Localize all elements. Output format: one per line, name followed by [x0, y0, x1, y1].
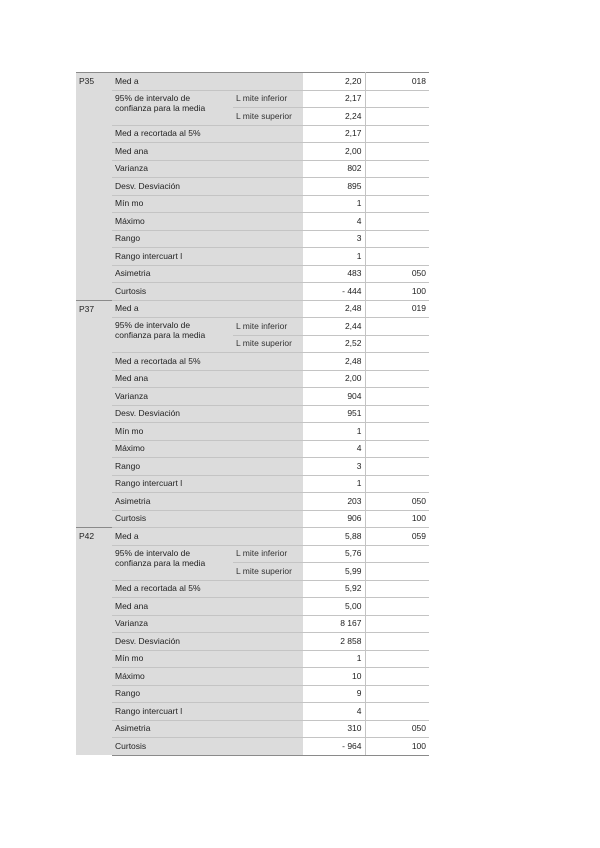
row-label-ci [112, 90, 233, 125]
std-error-value [365, 545, 429, 563]
stat-value: 310 [303, 720, 365, 738]
stat-value: 5,76 [303, 545, 365, 563]
stat-value: 2,44 [303, 318, 365, 336]
table-row [76, 248, 429, 266]
std-error-value: 100 [365, 283, 429, 301]
row-label-kurt: Curtosis [112, 510, 303, 528]
table-row [76, 633, 429, 651]
table-row [76, 300, 429, 318]
std-error-value [365, 213, 429, 231]
table-row [76, 213, 429, 231]
stat-value: 5,00 [303, 598, 365, 616]
std-error-value [365, 230, 429, 248]
table-row [76, 160, 429, 178]
stat-value: 2,52 [303, 335, 365, 353]
std-error-value [365, 90, 429, 108]
std-error-value [365, 318, 429, 336]
std-error-value: 059 [365, 528, 429, 546]
stat-value: 483 [303, 265, 365, 283]
std-error-value: 050 [365, 265, 429, 283]
std-error-value: 100 [365, 738, 429, 756]
row-label-min: Mín mo [112, 650, 303, 668]
stat-value: 904 [303, 388, 365, 406]
stat-value: 1 [303, 195, 365, 213]
variable-label: P37 [76, 300, 112, 528]
row-label-ci [112, 545, 233, 580]
row-label-max: Máximo [112, 440, 303, 458]
row-label-trimmed: Med a recortada al 5% [112, 125, 303, 143]
table-row [76, 265, 429, 283]
std-error-value [365, 458, 429, 476]
stat-value: 2,48 [303, 300, 365, 318]
stat-value: 8 167 [303, 615, 365, 633]
std-error-value: 100 [365, 510, 429, 528]
row-label-min: Mín mo [112, 195, 303, 213]
table-row [76, 598, 429, 616]
stat-value: 951 [303, 405, 365, 423]
table-row [76, 545, 429, 563]
row-label-trimmed: Med a recortada al 5% [112, 580, 303, 598]
ci-label-line1: 95% de intervalo de [115, 320, 191, 330]
stat-value: 895 [303, 178, 365, 196]
table-row [76, 668, 429, 686]
std-error-value [365, 580, 429, 598]
ci-label-line2: confianza para la media [115, 102, 206, 113]
row-label-kurt: Curtosis [112, 283, 303, 301]
row-label-media: Med a [112, 528, 303, 546]
stat-value: 906 [303, 510, 365, 528]
table-row [76, 405, 429, 423]
table-row [76, 90, 429, 108]
std-error-value [365, 668, 429, 686]
ci-label-line1: 95% de intervalo de [115, 547, 191, 558]
variable-label: P42 [76, 528, 112, 756]
stat-value: 203 [303, 493, 365, 511]
table-row [76, 703, 429, 721]
table-row [76, 143, 429, 161]
row-label-max: Máximo [112, 668, 303, 686]
table-row [76, 125, 429, 143]
std-error-value [365, 388, 429, 406]
row-label-max: Máximo [112, 213, 303, 231]
std-error-value [365, 685, 429, 703]
std-error-value: 050 [365, 493, 429, 511]
stat-value: 10 [303, 668, 365, 686]
table-row [76, 370, 429, 388]
variable-label: P35 [76, 73, 112, 301]
std-error-value [365, 108, 429, 126]
row-label-variance: Varianza [112, 615, 303, 633]
row-label-kurt: Curtosis [112, 738, 303, 756]
stat-value: 1 [303, 423, 365, 441]
stat-value: 4 [303, 703, 365, 721]
row-sublabel-lower: L mite inferior [233, 90, 303, 108]
row-sublabel-upper: L mite superior [233, 563, 303, 581]
stat-value: 3 [303, 458, 365, 476]
std-error-value [365, 178, 429, 196]
row-sublabel-lower: L mite inferior [233, 318, 303, 336]
table-row [76, 230, 429, 248]
stat-value: - 964 [303, 738, 365, 756]
row-label-variance: Varianza [112, 388, 303, 406]
stat-value: 5,99 [303, 563, 365, 581]
row-label-min: Mín mo [112, 423, 303, 441]
row-label-variance: Varianza [112, 160, 303, 178]
stat-value: 3 [303, 230, 365, 248]
descriptives-table-body [76, 73, 429, 756]
row-label-trimmed: Med a recortada al 5% [112, 353, 303, 371]
ci-label-line1: 95% de intervalo de [115, 92, 191, 103]
row-sublabel-upper: L mite superior [233, 108, 303, 126]
table-row [76, 650, 429, 668]
std-error-value [365, 703, 429, 721]
descriptives-table [76, 72, 429, 756]
table-row [76, 73, 429, 91]
table-row [76, 685, 429, 703]
stat-value: 2,24 [303, 108, 365, 126]
row-label-skew: Asimetria [112, 720, 303, 738]
ci-label-line2: confianza para la media [115, 557, 206, 568]
row-label-iqr: Rango intercuart l [112, 248, 303, 266]
std-error-value [365, 633, 429, 651]
table-row [76, 528, 429, 546]
std-error-value [365, 125, 429, 143]
stat-value: 1 [303, 650, 365, 668]
row-label-iqr: Rango intercuart l [112, 703, 303, 721]
stat-value: 4 [303, 440, 365, 458]
row-label-range: Rango [112, 458, 303, 476]
std-error-value [365, 335, 429, 353]
row-label-sd: Desv. Desviación [112, 405, 303, 423]
ci-label-line2: confianza para la media [115, 330, 206, 340]
std-error-value [365, 248, 429, 266]
std-error-value [365, 143, 429, 161]
row-sublabel-upper: L mite superior [233, 335, 303, 353]
table-row [76, 388, 429, 406]
row-label-range: Rango [112, 230, 303, 248]
table-row [76, 458, 429, 476]
table-row [76, 195, 429, 213]
stat-value: 2,17 [303, 125, 365, 143]
table-row [76, 475, 429, 493]
row-label-sd: Desv. Desviación [112, 178, 303, 196]
table-row [76, 615, 429, 633]
stat-value: 1 [303, 475, 365, 493]
std-error-value [365, 598, 429, 616]
stat-value: 9 [303, 685, 365, 703]
row-label-ci [112, 318, 233, 353]
stat-value: 802 [303, 160, 365, 178]
std-error-value: 019 [365, 300, 429, 318]
row-label-median: Med ana [112, 143, 303, 161]
table-row [76, 178, 429, 196]
stat-value: 5,88 [303, 528, 365, 546]
row-label-median: Med ana [112, 370, 303, 388]
row-label-range: Rango [112, 685, 303, 703]
std-error-value [365, 650, 429, 668]
std-error-value [365, 353, 429, 371]
stat-value: 2,20 [303, 73, 365, 91]
table-row [76, 510, 429, 528]
table-row [76, 493, 429, 511]
std-error-value [365, 475, 429, 493]
stat-value: 2,00 [303, 370, 365, 388]
row-label-media: Med a [112, 300, 303, 318]
table-row [76, 353, 429, 371]
table-row [76, 440, 429, 458]
std-error-value: 050 [365, 720, 429, 738]
table-row [76, 738, 429, 756]
std-error-value [365, 195, 429, 213]
table-row [76, 720, 429, 738]
std-error-value [365, 440, 429, 458]
stat-value: - 444 [303, 283, 365, 301]
row-label-skew: Asimetria [112, 493, 303, 511]
std-error-value [365, 405, 429, 423]
table-row [76, 318, 429, 336]
stat-value: 2,48 [303, 353, 365, 371]
std-error-value [365, 563, 429, 581]
row-label-skew: Asimetria [112, 265, 303, 283]
table-row [76, 423, 429, 441]
std-error-value [365, 160, 429, 178]
std-error-value [365, 370, 429, 388]
stat-value: 2,00 [303, 143, 365, 161]
stat-value: 2 858 [303, 633, 365, 651]
table-row [76, 580, 429, 598]
stat-value: 2,17 [303, 90, 365, 108]
std-error-value [365, 423, 429, 441]
stat-value: 5,92 [303, 580, 365, 598]
std-error-value: 018 [365, 73, 429, 91]
table-row [76, 283, 429, 301]
row-label-sd: Desv. Desviación [112, 633, 303, 651]
row-label-median: Med ana [112, 598, 303, 616]
row-label-media: Med a [112, 73, 303, 91]
row-sublabel-lower: L mite inferior [233, 545, 303, 563]
std-error-value [365, 615, 429, 633]
stat-value: 4 [303, 213, 365, 231]
stat-value: 1 [303, 248, 365, 266]
row-label-iqr: Rango intercuart l [112, 475, 303, 493]
